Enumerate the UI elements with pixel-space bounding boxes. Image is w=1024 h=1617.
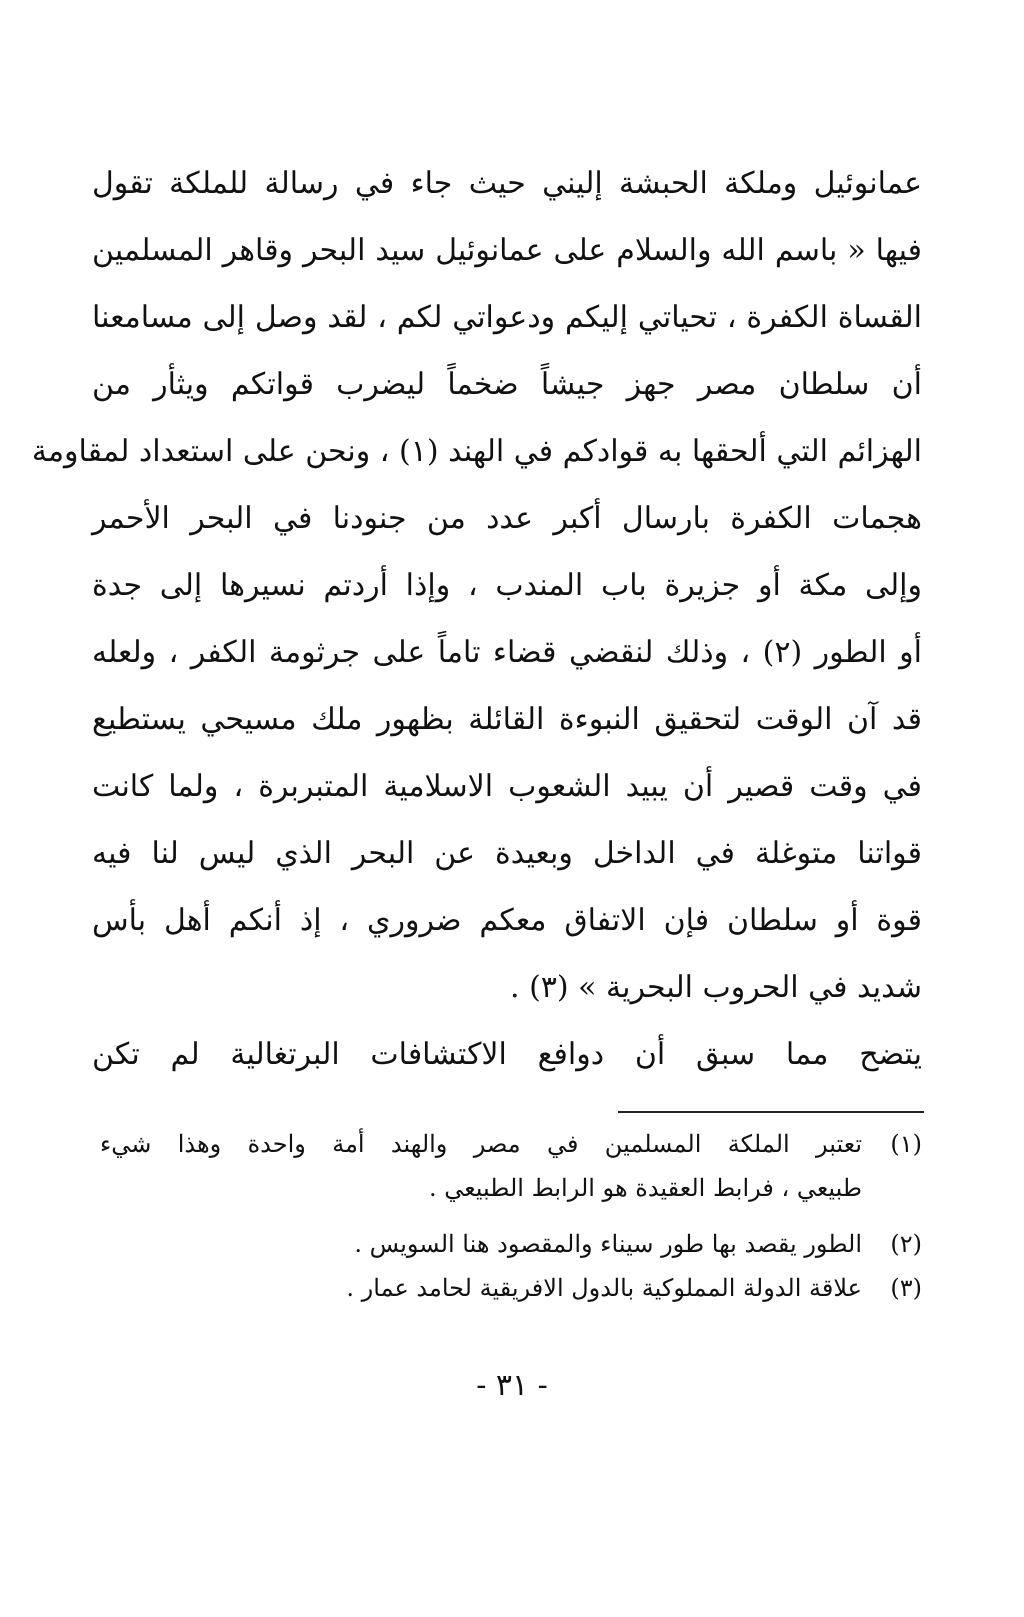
footnote-number: (١)	[890, 1130, 922, 1158]
footnote-body	[100, 1122, 862, 1210]
text-line-paragraph-end: شديد في الحروب البحرية » (٣) .	[510, 970, 922, 1005]
footnote-2	[100, 1222, 922, 1266]
footnote-number: (٢)	[890, 1230, 922, 1258]
text-line: قوة أو سلطان فإن الاتفاق معكم ضروري ، إذ أنكم أهل بأس	[92, 903, 922, 938]
footnote-text: الطور يقصد بها طور سيناء والمقصود هنا السويس .	[354, 1230, 862, 1258]
footnote-text: تعتبر الملكة المسلمين في مصر والهند أمة واحدة وهذا شيء	[100, 1130, 862, 1158]
page-number: - ٣١ -	[476, 1368, 548, 1403]
footnote-3	[100, 1266, 922, 1310]
footnote-divider	[618, 1111, 924, 1113]
footnote-body	[100, 1266, 862, 1310]
text-line: الهزائم التي ألحقها به قوادكم في الهند (١) ، ونحن على استعداد لمقاومة	[31, 434, 922, 469]
text-line: هجمات الكفرة بارسال أكبر عدد من جنودنا في البحر الأحمر	[92, 501, 922, 536]
footnote-text: طبيعي ، فرابط العقيدة هو الرابط الطبيعي .	[428, 1174, 862, 1202]
footnotes	[100, 1122, 922, 1310]
text-line: أو الطور (٢) ، وذلك لنقضي قضاء تاماً على جرثومة الكفر ، ولعله	[92, 635, 922, 670]
footnote-1	[100, 1122, 922, 1210]
footnote-body	[100, 1222, 862, 1266]
text-line: في وقت قصير أن يبيد الشعوب الاسلامية المتبربرة ، ولما كانت	[92, 769, 922, 804]
text-line: أن سلطان مصر جهز جيشاً ضخماً ليضرب قواتكم ويثأر من	[92, 367, 922, 402]
text-line: وإلى مكة أو جزيرة باب المندب ، وإذا أردتم نسيرها إلى جدة	[92, 568, 922, 603]
main-text	[31, 150, 922, 1088]
text-line: قد آن الوقت لتحقيق النبوءة القائلة بظهور ملك مسيحي يستطيع	[92, 702, 922, 737]
text-line: فيها « باسم الله والسلام على عمانوئيل سيد البحر وقاهر المسلمين	[92, 233, 922, 268]
footnote-number: (٣)	[890, 1274, 922, 1302]
text-line: يتضح مما سبق أن دوافع الاكتشافات البرتغالية لم تكن	[92, 1037, 922, 1072]
text-line: عمانوئيل وملكة الحبشة إليني حيث جاء في رسالة للملكة تقول	[92, 166, 922, 201]
text-line: قواتنا متوغلة في الداخل وبعيدة عن البحر الذي ليس لنا فيه	[92, 836, 922, 871]
footnote-text: علاقة الدولة المملوكية بالدول الافريقية لحامد عمار .	[346, 1274, 862, 1302]
text-line: القساة الكفرة ، تحياتي إليكم ودعواتي لكم ، لقد وصل إلى مسامعنا	[92, 300, 922, 335]
